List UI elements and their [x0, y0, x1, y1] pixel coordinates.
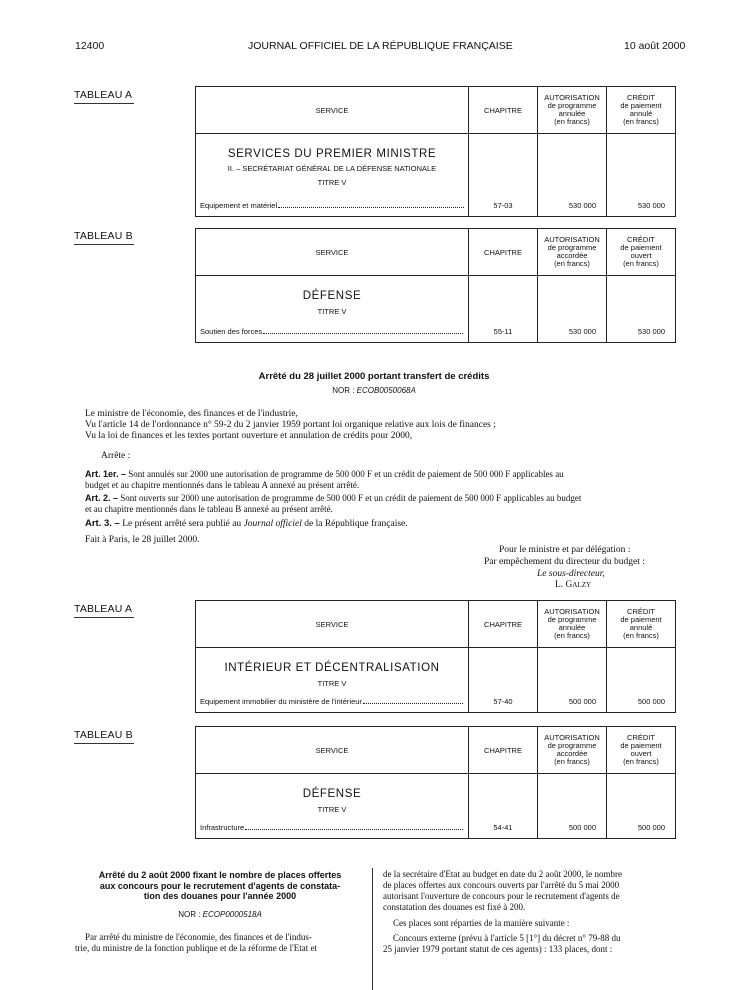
paragraph-line: Par arrêté du ministre de l'économie, des finances et de l'indus-: [85, 932, 312, 942]
col-header-credit: CRÉDIT de paiement annulé (en francs): [607, 601, 676, 648]
section-title: SERVICES DU PREMIER MINISTRE: [227, 148, 437, 160]
col-header-autorisation: AUTORISATION de programme accordée (en francs): [538, 229, 607, 276]
col-header-credit: CRÉDIT de paiement ouvert (en francs): [607, 229, 676, 276]
credit-table: [195, 86, 676, 217]
chapitre-value: 55-11: [469, 276, 538, 343]
article-2: Art. 2. – Sont ouverts sur 2000 une autorisation de programme de 500 000 F et un crédit de paiement de 500 000 F applicables au budget: [85, 493, 582, 503]
arrete-title: Arrêté du 2 août 2000 fixant le nombre de places offertes aux concours pour le recrutement d'agents de constata- tion des douanes pour l'année 2000: [98, 870, 342, 901]
issue-date: 10 août 2000: [624, 40, 686, 52]
arrete-verb: Arrête :: [101, 451, 131, 461]
col-header-chapitre: CHAPITRE: [469, 87, 538, 134]
line-item: Infrastructure: [200, 823, 464, 832]
line-item: Soutien des forces: [200, 327, 464, 336]
col-header-credit: CRÉDIT de paiement annulé (en francs): [607, 87, 676, 134]
col-header-service: SERVICE: [196, 601, 469, 648]
article-1-cont: budget et au chapitre mentionnés dans le tableau A annexé au présent arrêté.: [85, 480, 360, 490]
paragraph-line: 25 janvier 1979 portant statut de ces agents) : 133 places, dont :: [383, 944, 613, 954]
credit-value: 500 000: [607, 648, 676, 713]
paragraph-line: Concours externe (prévu à l'article 5 [1°] du décret n° 79-88 du: [393, 933, 621, 943]
col-header-chapitre: CHAPITRE: [469, 727, 538, 774]
autorisation-value: 500 000: [538, 774, 607, 839]
table-label: TABLEAU A: [74, 603, 132, 615]
visa-line: Le ministre de l'économie, des finances et de l'industrie,: [85, 409, 298, 419]
fait-line: Fait à Paris, le 28 juillet 2000.: [85, 535, 200, 545]
col-header-autorisation: AUTORISATION de programme annulée (en francs): [538, 87, 607, 134]
journal-title: JOURNAL OFFICIEL DE LA RÉPUBLIQUE FRANÇAISE: [248, 40, 513, 52]
credit-value: 530 000: [607, 276, 676, 343]
autorisation-value: 500 000: [538, 648, 607, 713]
line-item: Equipement immobilier du ministère de l'intérieur: [200, 697, 464, 706]
col-header-service: SERVICE: [196, 229, 469, 276]
service-cell: [196, 276, 469, 343]
visa-line: Vu la loi de finances et les textes portant ouverture et annulation de crédits pour 2000,: [85, 431, 413, 441]
col-header-autorisation: AUTORISATION de programme accordée (en francs): [538, 727, 607, 774]
table-label: TABLEAU B: [74, 729, 133, 741]
signatory-name: L. Galzy: [555, 580, 592, 590]
autorisation-value: 530 000: [538, 276, 607, 343]
service-cell: [196, 134, 469, 217]
line-item: Equipement et matériel: [200, 201, 464, 210]
section-title: INTÉRIEUR ET DÉCENTRALISATION: [224, 662, 440, 674]
credit-value: 500 000: [607, 774, 676, 839]
col-header-credit: CRÉDIT de paiement ouvert (en francs): [607, 727, 676, 774]
section-title: DÉFENSE: [302, 290, 362, 302]
article-2-cont: et au chapitre mentionnés dans le tableau B annexé au présent arrêté.: [85, 504, 333, 514]
titre-label: TITRE V: [317, 805, 347, 814]
paragraph-line: constatation des douanes est fixé à 200.: [383, 902, 526, 912]
autorisation-value: 530 000: [538, 134, 607, 217]
col-header-service: SERVICE: [196, 87, 469, 134]
titre-label: TITRE V: [317, 679, 347, 688]
article-1: Art. 1er. – Sont annulés sur 2000 une autorisation de programme de 500 000 F et un crédit de paiement de 500 000 F applicables au: [85, 469, 564, 479]
table-label: TABLEAU B: [74, 230, 133, 242]
service-cell: [196, 648, 469, 713]
paragraph-line: trie, du ministre de la fonction publique et de la réforme de l'Etat et: [75, 943, 318, 953]
credit-table: [195, 228, 676, 343]
section-subtitle: II. – SECRÉTARIAT GÉNÉRAL DE LA DÉFENSE NATIONALE: [227, 164, 437, 173]
credit-value: 530 000: [607, 134, 676, 217]
table-label: TABLEAU A: [74, 89, 132, 101]
col-header-autorisation: AUTORISATION de programme annulée (en francs): [538, 601, 607, 648]
col-header-chapitre: CHAPITRE: [469, 229, 538, 276]
titre-label: TITRE V: [317, 178, 347, 187]
service-cell: [196, 774, 469, 839]
col-header-service: SERVICE: [196, 727, 469, 774]
signature-line: Le sous-directeur,: [537, 569, 605, 579]
credit-table: [195, 600, 676, 713]
article-3: Art. 3. – Le présent arrêté sera publié au Journal officiel de la République française.: [85, 518, 408, 529]
nor-line: NOR : ECOB0050068A: [332, 386, 416, 395]
chapitre-value: 57-03: [469, 134, 538, 217]
column-divider: [372, 868, 373, 990]
paragraph-line: Ces places sont réparties de la manière suivante :: [393, 918, 570, 928]
page-number: 12400: [75, 40, 105, 52]
signature-line: Par empêchement du directeur du budget :: [484, 557, 645, 567]
visa-line: Vu l'article 14 de l'ordonnance n° 59-2 du 2 janvier 1959 portant loi organique relative aux lois de finances ;: [85, 420, 496, 430]
arrete-title: Arrêté du 28 juillet 2000 portant transfert de crédits: [258, 371, 490, 382]
chapitre-value: 54-41: [469, 774, 538, 839]
nor-line: NOR : ECOP0000518A: [178, 910, 262, 919]
section-title: DÉFENSE: [302, 788, 362, 800]
credit-table: [195, 726, 676, 839]
paragraph-line: de places offertes aux concours ouverts par l'arrêté du 5 mai 2000: [383, 880, 620, 890]
paragraph-line: de la secrétaire d'Etat au budget en date du 2 août 2000, le nombre: [383, 869, 623, 879]
signature-line: Pour le ministre et par délégation :: [499, 545, 631, 555]
paragraph-line: autorisant l'ouverture de concours pour le recrutement d'agents de: [383, 891, 620, 901]
chapitre-value: 57-40: [469, 648, 538, 713]
col-header-chapitre: CHAPITRE: [469, 601, 538, 648]
titre-label: TITRE V: [317, 307, 347, 316]
